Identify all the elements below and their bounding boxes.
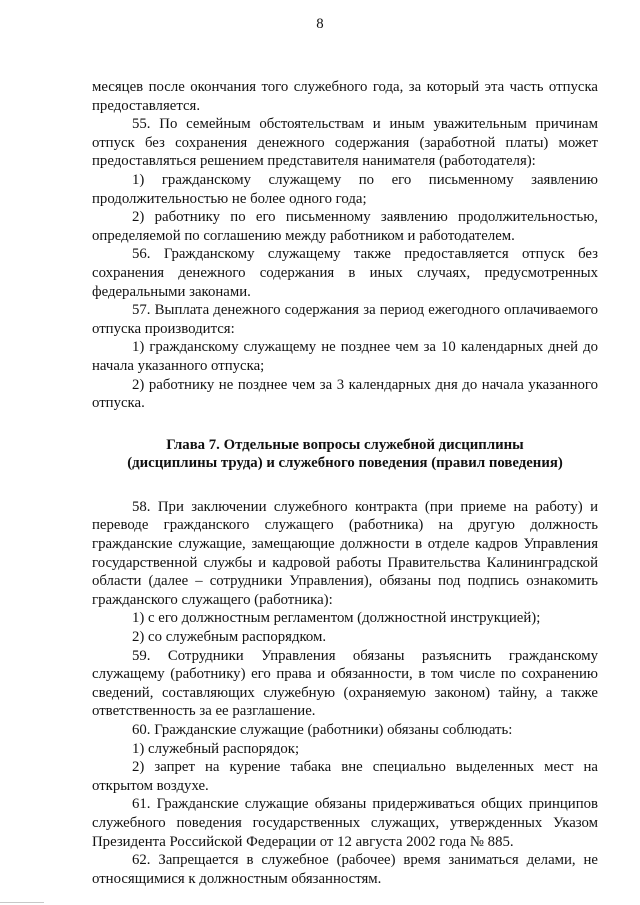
paragraph: 1) гражданскому служащему по его письменному заявлению продолжительностью не более одного года;	[92, 171, 598, 207]
paragraph: 1) гражданскому служащему не позднее чем за 10 календарных дней до начала указанного отпуска;	[92, 339, 598, 374]
paragraph: 2) со служебным распорядком.	[132, 629, 327, 646]
paragraph: месяцев после окончания того служебного года, за который эта часть отпуска предоставляется.	[92, 79, 598, 114]
scan-edge-mark	[0, 902, 44, 903]
page-number: 8	[316, 16, 324, 32]
paragraph: 60. Гражданские служащие (работники) обязаны соблюдать:	[132, 722, 513, 738]
paragraph: 57. Выплата денежного содержания за период ежегодного оплачиваемого отпуска производится:	[92, 302, 598, 337]
paragraph: 1) служебный распорядок;	[132, 740, 300, 757]
paragraph: 58. При заключении служебного контракта (при приеме на работу) и переводе гражданского служащего (работника) на другую должность гражданские служащие, замещающие должности в отделе кадров Управления государственной службы и кадровой работы Правительства Калининградской области (далее – сотрудники Управления), обязаны под подпись ознакомить гражданского служащего (работника):	[92, 498, 598, 608]
paragraph: 56. Гражданскому служащему также предоставляется отпуск без сохранения денежного содержания в иных случаях, предусмотренных федеральными законами.	[92, 246, 598, 300]
paragraph: 59. Сотрудники Управления обязаны разъяснить гражданскому служащему (работнику) его права и обязанности, в том числе по сохранению сведений, составляющих служебную (охраняемую законом) тайну, а также ответственность за ее разглашение.	[92, 647, 598, 720]
paragraph: 1) с его должностным регламентом (должностной инструкцией);	[132, 610, 541, 627]
chapter-heading-line-2: (дисциплины труда) и служебного поведения (правил поведения)	[127, 455, 563, 472]
paragraphs-before-heading	[92, 78, 598, 413]
paragraph: 55. По семейным обстоятельствам и иным уважительным причинам отпуск без сохранения денежного содержания (заработной платы) может предоставляться решением представителя нанимателя (работодателя):	[92, 116, 598, 170]
paragraph: 2) работнику не позднее чем за 3 календарных дня до начала указанного отпуска.	[92, 376, 598, 412]
chapter-heading-line-1: Глава 7. Отдельные вопросы служебной дисциплины	[166, 436, 524, 453]
paragraph: 62. Запрещается в служебное (рабочее) время заниматься делами, не относящимися к должностным обязанностям.	[92, 852, 598, 887]
paragraph: 2) запрет на курение табака вне специально выделенных мест на открытом воздухе.	[92, 759, 598, 794]
document-body	[92, 78, 598, 888]
paragraphs-after-heading	[92, 498, 598, 888]
paragraph: 61. Гражданские служащие обязаны придерживаться общих принципов служебного поведения государственных служащих, утвержденных Указом Президента Российской Федерации от 12 августа 2002 года № 885.	[92, 796, 598, 850]
chapter-heading	[92, 436, 598, 473]
paragraph: 2) работнику по его письменному заявлению продолжительностью, определяемой по соглашению между работником и работодателем.	[92, 209, 598, 244]
